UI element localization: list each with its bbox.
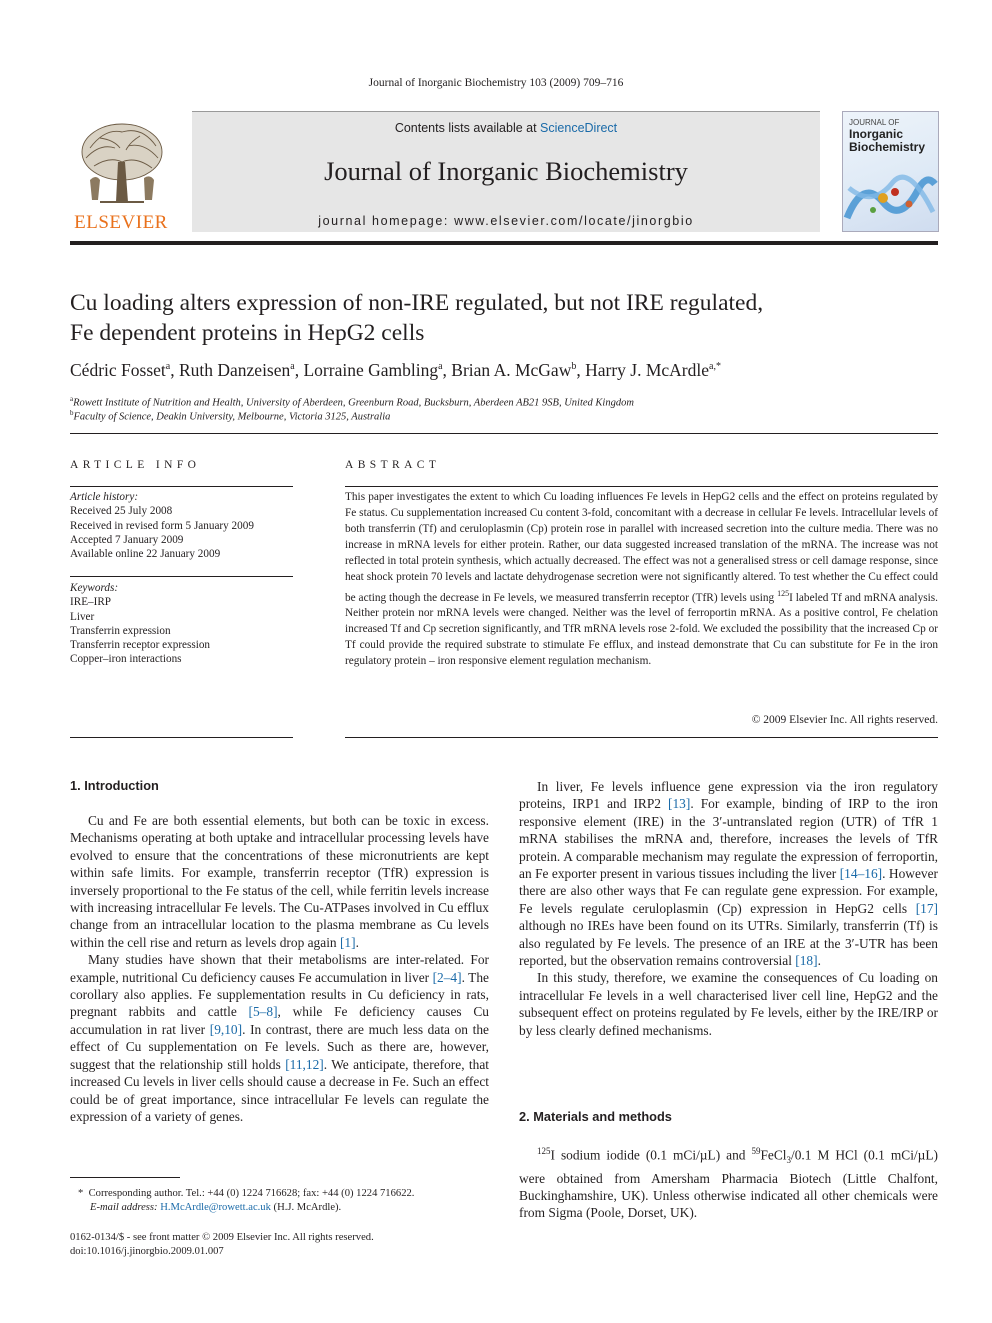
keywords: [70, 581, 293, 667]
footnote: [70, 1187, 489, 1215]
history-item: Received in revised form 5 January 2009: [70, 519, 254, 532]
text-run: In liver, Fe levels influence gene expression via the iron regulatory proteins, IRP1 and IRP2: [519, 779, 938, 812]
contents-prefix: Contents lists available at: [394, 121, 541, 135]
sciencedirect-link[interactable]: ScienceDirect: [540, 121, 618, 135]
journal-cover: [842, 111, 939, 232]
abstract-copyright: © 2009 Elsevier Inc. All rights reserved.: [751, 714, 938, 726]
paragraph: [519, 1143, 938, 1222]
keyword: Transferrin receptor expression: [70, 639, 211, 652]
journal-homepage: [192, 214, 820, 228]
text-run: .: [355, 934, 359, 950]
author-affiliation-mark: a,*: [709, 361, 721, 373]
text-run: Many studies have shown that their metabolisms are inter-related. For example, nutritional Cu deficiency causes Fe accumulation in liver: [70, 952, 489, 985]
paragraph: [519, 778, 938, 969]
citation-link[interactable]: [18]: [795, 953, 818, 969]
elsevier-tree-icon: [70, 118, 172, 210]
cover-title: [849, 128, 925, 154]
email-link[interactable]: H.McArdle@rowett.ac.uk: [160, 1201, 271, 1213]
history-label: Article history:: [70, 491, 139, 503]
affiliation-text: Rowett Institute of Nutrition and Health, University of Aberdeen, Greenburn Road, Bucksburn, Aberdeen AB21 9SB, United Kingdom: [73, 397, 634, 409]
divider: [70, 737, 293, 738]
divider: [70, 486, 293, 487]
masthead-rule: [70, 241, 938, 245]
abstract-text-part: I labeled Tf and mRNA analysis. Neither protein nor mRNA levels were changed. Neither was the level of ferroportin mRNA. As a positive control, Fe chelation increased Tf and Cp secretion significantly, and TfR mRNA levels rose 2-fold. We excluded the possibility that the increased Cp or Tf could provide the required substrate to stimulate Fe efflux, and instead demonstrate that Cu can substitute for Fe in the iron regulatory protein – iron responsive element regulation mechanism.: [345, 591, 938, 668]
methods-body: [519, 1143, 938, 1222]
abstract-text-part: This paper investigates the extent to which Cu loading influences Fe levels in HepG2 cells and the effect on proteins regulated by Fe status. Cu supplementation increased Cu content 3-fold, concomitant with a decrease in cellular Fe levels. Intracellular levels of both transferrin (Tf) and ceruloplasmin (Cp) protein rose in parallel with increased secretion into the culture media. There was no increase in mRNA levels for either protein. Rather, our data suggested increased translation of the mRNA. The increase was not reflected in total protein synthesis, which actually decreased. The effect was not a generalised stress or cell damage response, since heat shock protein 70 levels and lactate dehydrogenase secretion were not significantly altered. To test whether the Cu effect could be acting though the decrease in Fe levels, we measured transferrin receptor (TfR) levels using: [345, 491, 938, 604]
homepage-url[interactable]: www.elsevier.com/locate/jinorgbio: [454, 214, 694, 228]
email-label: E-mail address:: [90, 1201, 158, 1213]
journal-banner: [192, 111, 820, 232]
history-item: Received 25 July 2008: [70, 505, 173, 518]
cover-molecule-icon: [843, 158, 938, 231]
history-item: Accepted 7 January 2009: [70, 533, 184, 546]
author: Ruth Danzeisen: [178, 360, 291, 380]
keyword: Liver: [70, 610, 95, 623]
divider: [345, 486, 938, 487]
cover-line-3: Biochemistry: [849, 140, 926, 154]
footnote-text: Corresponding author. Tel.: +44 (0) 1224 716628; fax: +44 (0) 1224 716622.: [88, 1188, 415, 1199]
citation-link[interactable]: [9,10]: [209, 1021, 243, 1037]
text-run: Cu and Fe are both essential elements, but both can be toxic in excess. Mechanisms operating at both uptake and intracellular processing levels have evolved to ensure that the concentrations of these micronutrients are kept within safe limits. For example, transferrin receptor (TfR) expression is inversely proportional to the Fe status of the cell, while ferritin levels increase with increasing intracellular Fe levels. The Cu-ATPases involved in Cu efflux change from an intracellular location to the plasma membrane as Cu levels within the cell rise and return as levels drop again: [70, 813, 489, 950]
subscript: 3: [786, 1155, 792, 1166]
text-run: .: [817, 953, 821, 969]
isotope-mass: 125: [777, 588, 790, 598]
author-affiliation-mark: a: [165, 361, 171, 373]
paragraph: [519, 969, 938, 1039]
text-run: I sodium iodide (0.1 mCi/µL) and: [550, 1147, 752, 1163]
author-affiliation-mark: a: [438, 361, 443, 373]
journal-name: Journal of Inorganic Biochemistry: [324, 156, 688, 186]
article-history: [70, 490, 293, 561]
citation-link[interactable]: [17]: [915, 900, 938, 916]
citation-link[interactable]: [2–4]: [432, 969, 462, 985]
citation-link[interactable]: [11,12]: [285, 1056, 324, 1072]
text-run: /0.1 M HCl (0.1 mCi/µL) were obtained from Amersham Pharmacia Biotech (Little Chalfont, Buckinghamshire, UK). Unless otherwise indicated all other chemicals were from Sigma (Poole, Dorset, UK).: [519, 1147, 938, 1221]
divider: [70, 576, 293, 577]
abstract-heading: ABSTRACT: [345, 459, 441, 471]
text-run: . We anticipate, therefore, that increased Cu levels in liver cells should cause a decrease in Fe. Such an effect could be of great importance, since intracellular Fe levels can regulate the expression of a variety of genes.: [70, 1056, 489, 1124]
text-run: , while Fe deficiency causes Cu accumulation in rat liver: [70, 1004, 489, 1037]
paragraph: [70, 812, 489, 951]
keyword: Copper–iron interactions: [70, 653, 182, 666]
text-run: . The corollary also applies. Fe supplementation results in Cu deficiency in rats, pregnant rabbits and cattle: [70, 969, 489, 1020]
isotope-mass: 125: [537, 1146, 551, 1156]
author-affiliation-mark: b: [571, 361, 577, 373]
keyword: Transferrin expression: [70, 624, 171, 637]
section-heading-introduction: 1. Introduction: [70, 778, 159, 793]
text-run: . For example, binding of IRP to the iron responsive element (IRE) in the 3′-untranslated region (UTR) of TfR 1 mRNA stabilises the mRNA and, therefore, increases the levels of TfR protein. A comparable mechanism may regulate the expression of ferroportin, an Fe exporter present in various tissues including the liver: [519, 796, 938, 882]
isotope-mass: 59: [751, 1146, 761, 1156]
keyword: IRE–IRP: [70, 596, 112, 609]
text-run: . In contrast, there are much less data on the effect of Cu supplementation on Fe levels. Such as there are, however, suggest that the relationship still holds: [70, 1021, 489, 1072]
author: Lorraine Gambling: [303, 360, 439, 380]
text-run: In this study, therefore, we examine the consequences of Cu loading on intracellular Fe levels in a well characterised liver cell line, HepG2 and the subsequent effect on proteins regulated by Fe levels, either by the IRE/IRP or by less clearly defined mechanisms.: [519, 970, 938, 1038]
affiliation: [70, 409, 390, 423]
cover-line-2: Inorganic: [849, 127, 904, 141]
author-list: Cédric Fosset$^a$, Ruth Danzeisen$^a$, Lorraine Gambling$^a$, Brian A. McGaw$^b$, Harry J. McArdle$^{a,*}$: [70, 360, 721, 380]
text-run: although no IREs have been found on its UTRs. Similarly, transferrin (Tf) is also regulated by Fe levels. The presence of an IRE at the 3′-UTR has been reported, but the observation remains controversial: [519, 918, 938, 969]
article-info-heading: ARTICLE INFO: [70, 459, 201, 471]
text-run: . However there are also other ways that Fe can regulate gene expression. For example, Fe levels regulate ceruloplasmin (Cp) expression in HepG2 cells: [519, 866, 938, 916]
title-line-1: Cu loading alters expression of non-IRE regulated, but not IRE regulated,: [70, 290, 764, 316]
author-affiliation-mark: a: [290, 361, 295, 373]
citation-link[interactable]: [5–8]: [248, 1004, 278, 1020]
contents-line: [192, 121, 820, 135]
article-title: [70, 288, 930, 348]
section-heading-methods: 2. Materials and methods: [519, 1109, 672, 1124]
affiliation-mark: a: [70, 395, 74, 403]
footnote-rule: [70, 1177, 180, 1178]
author: Cédric Fosset: [70, 360, 166, 380]
running-head: Journal of Inorganic Biochemistry 103 (2009) 709–716: [368, 77, 624, 89]
paragraph: [70, 951, 489, 1125]
affiliation-mark: b: [70, 409, 74, 417]
elsevier-logo: [70, 118, 172, 234]
right-column-body: [519, 778, 938, 1039]
doi-line[interactable]: doi:10.1016/j.jinorgbio.2009.01.007: [70, 1245, 224, 1257]
affiliation-text: Faculty of Science, Deakin University, Melbourne, Victoria 3125, Australia: [73, 411, 391, 423]
author: Harry J. McArdle: [585, 360, 710, 380]
history-item: Available online 22 January 2009: [70, 548, 221, 561]
issn-doi: [70, 1231, 489, 1259]
keywords-label: Keywords:: [70, 582, 119, 594]
cover-line-1: JOURNAL OF: [849, 118, 900, 127]
divider: [345, 737, 938, 738]
footnote-star: *: [78, 1188, 84, 1199]
email-suffix: (H.J. McArdle).: [270, 1201, 342, 1213]
issn-line: 0162-0134/$ - see front matter © 2009 Elsevier Inc. All rights reserved.: [70, 1232, 374, 1243]
affiliation: [70, 395, 634, 409]
homepage-prefix: journal homepage:: [318, 214, 455, 228]
abstract-body: [345, 490, 938, 670]
author: Brian A. McGaw: [451, 360, 572, 380]
divider: [70, 433, 938, 434]
citation-link[interactable]: [14–16]: [839, 866, 883, 882]
citation-link[interactable]: [1]: [339, 934, 356, 950]
citation-link[interactable]: [13]: [668, 796, 691, 812]
title-line-2: Fe dependent proteins in HepG2 cells: [70, 320, 425, 346]
text-run: FeCl: [760, 1147, 787, 1163]
left-column-body: [70, 812, 489, 1125]
publisher-name: ELSEVIER: [74, 212, 168, 233]
